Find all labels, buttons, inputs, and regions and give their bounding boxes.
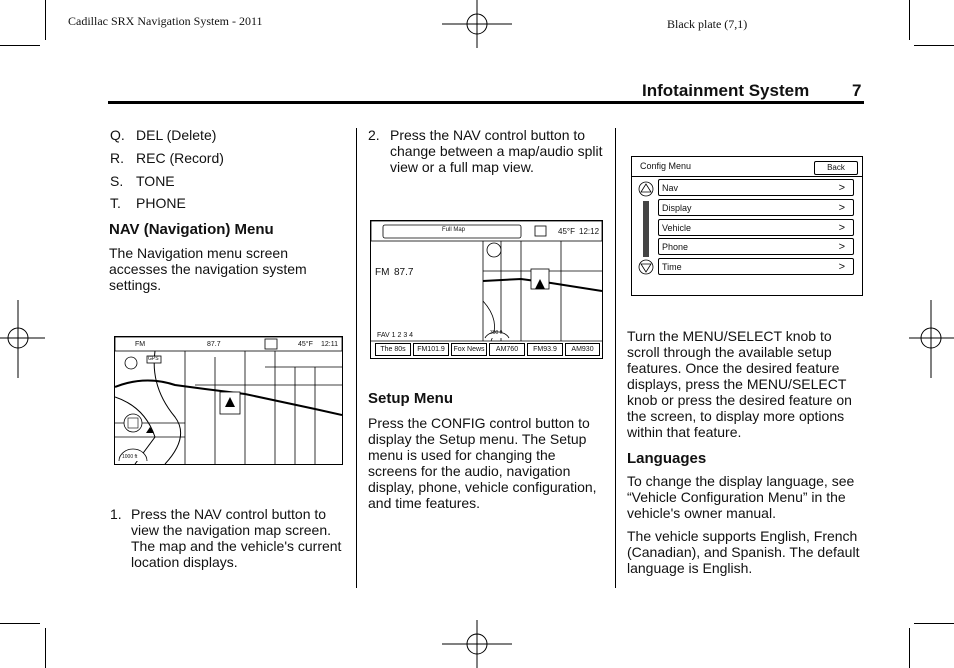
full-map-button: Full Map — [442, 227, 466, 233]
column-divider — [615, 128, 616, 588]
map-clock: 12:12 — [579, 227, 600, 236]
setup-menu-heading: Setup Menu — [368, 390, 453, 407]
crop-mark — [0, 623, 40, 624]
registration-mark-top — [442, 0, 512, 50]
registration-mark-bottom — [442, 618, 512, 668]
header-divider — [632, 176, 862, 177]
crop-mark — [45, 628, 46, 668]
list-item-text: REC (Record) — [136, 150, 224, 166]
config-menu-screenshot — [631, 156, 863, 296]
crop-mark — [909, 0, 910, 40]
crop-mark — [914, 623, 954, 624]
scroll-down-icon — [638, 259, 654, 275]
header-rule — [108, 101, 864, 104]
registration-mark-right — [909, 300, 954, 380]
preset-button: Fox News — [451, 343, 487, 356]
scrollbar — [643, 201, 649, 257]
back-button: Back — [814, 161, 858, 175]
config-body: Turn the MENU/SELECT knob to scroll through the available setup features. Once the desired feature displays, press the MENU/SELECT knob or press the desired feature on the screen, to display more options within that feature. — [627, 328, 852, 440]
section-title: Infotainment System — [642, 81, 810, 100]
crop-mark — [45, 0, 46, 40]
audio-frequency: 87.7 — [394, 267, 414, 278]
list-item: R. — [110, 150, 124, 166]
list-item: S. — [110, 173, 124, 189]
nav-map-screenshot — [114, 336, 343, 465]
registration-mark-left — [0, 300, 45, 380]
preset-bar — [373, 343, 600, 356]
preset-button: AM930 — [565, 343, 600, 356]
scroll-up-icon — [638, 181, 654, 197]
map-temperature: 45°F — [558, 227, 575, 236]
config-item-nav: Nav > — [658, 179, 854, 196]
full-map-screenshot — [370, 220, 603, 359]
chevron-right-icon: > — [838, 182, 845, 194]
crop-mark — [914, 45, 954, 46]
crop-mark — [0, 45, 40, 46]
nav-menu-heading: NAV (Navigation) Menu — [109, 221, 274, 238]
languages-text-1: To change the display language, see “Vehicle Configuration Menu” in the vehicle's owner manual. — [627, 473, 855, 521]
languages-heading: Languages — [627, 450, 707, 467]
config-item-display: Display > — [658, 199, 854, 216]
book-title: Cadillac SRX Navigation System - 2011 — [68, 14, 263, 28]
preset-button: FM93.9 — [527, 343, 563, 356]
chevron-right-icon: > — [838, 241, 845, 253]
map-temperature: 45°F — [298, 341, 313, 348]
step-2-text: Press the NAV control button to change between a map/audio split view or a full map view. — [390, 127, 603, 175]
chevron-right-icon: > — [838, 202, 845, 214]
step-number: 2. — [368, 127, 380, 143]
page-number: 7 — [852, 81, 862, 100]
config-item-phone: Phone > — [658, 238, 854, 255]
step-1-text: Press the NAV control button to view the navigation map screen. The map and the vehicle's current location displays. — [131, 506, 342, 570]
gps-badge: GPS — [148, 356, 159, 362]
map-frequency: 87.7 — [207, 341, 221, 348]
step-number: 1. — [110, 506, 122, 522]
audio-band: FM — [375, 267, 390, 278]
config-menu-title: Config Menu — [640, 161, 692, 171]
config-item-time: Time > — [658, 258, 854, 275]
list-item-text: PHONE — [136, 195, 186, 211]
preset-button: AM760 — [489, 343, 525, 356]
languages-text-2: The vehicle supports English, French (Canadian), and Spanish. The default language is English. — [627, 528, 860, 576]
plate-label: Black plate (7,1) — [667, 17, 748, 31]
chevron-right-icon: > — [838, 222, 845, 234]
list-item-text: DEL (Delete) — [136, 127, 217, 143]
nav-menu-intro: The Navigation menu screen accesses the navigation system settings. — [109, 245, 307, 293]
setup-menu-body: Press the CONFIG control button to display the Setup menu. The Setup menu is used for changing the screens for the audio, navigation display, phone, vehicle configuration, and time features. — [368, 415, 597, 511]
config-item-vehicle: Vehicle > — [658, 219, 854, 236]
crop-mark — [909, 628, 910, 668]
list-item: T. — [110, 195, 121, 211]
preset-button: The 80s — [375, 343, 411, 356]
list-item: Q. — [110, 127, 125, 143]
map-scale: 300 ft — [490, 330, 503, 336]
fav-label: FAV 1 2 3 4 — [377, 332, 414, 339]
chevron-right-icon: > — [838, 261, 845, 273]
map-clock: 12:11 — [321, 341, 338, 348]
map-band: FM — [135, 341, 146, 348]
list-item-text: TONE — [136, 173, 175, 189]
map-scale: 1000 ft — [122, 454, 138, 460]
column-divider — [356, 128, 357, 588]
preset-button: FM101.9 — [413, 343, 449, 356]
